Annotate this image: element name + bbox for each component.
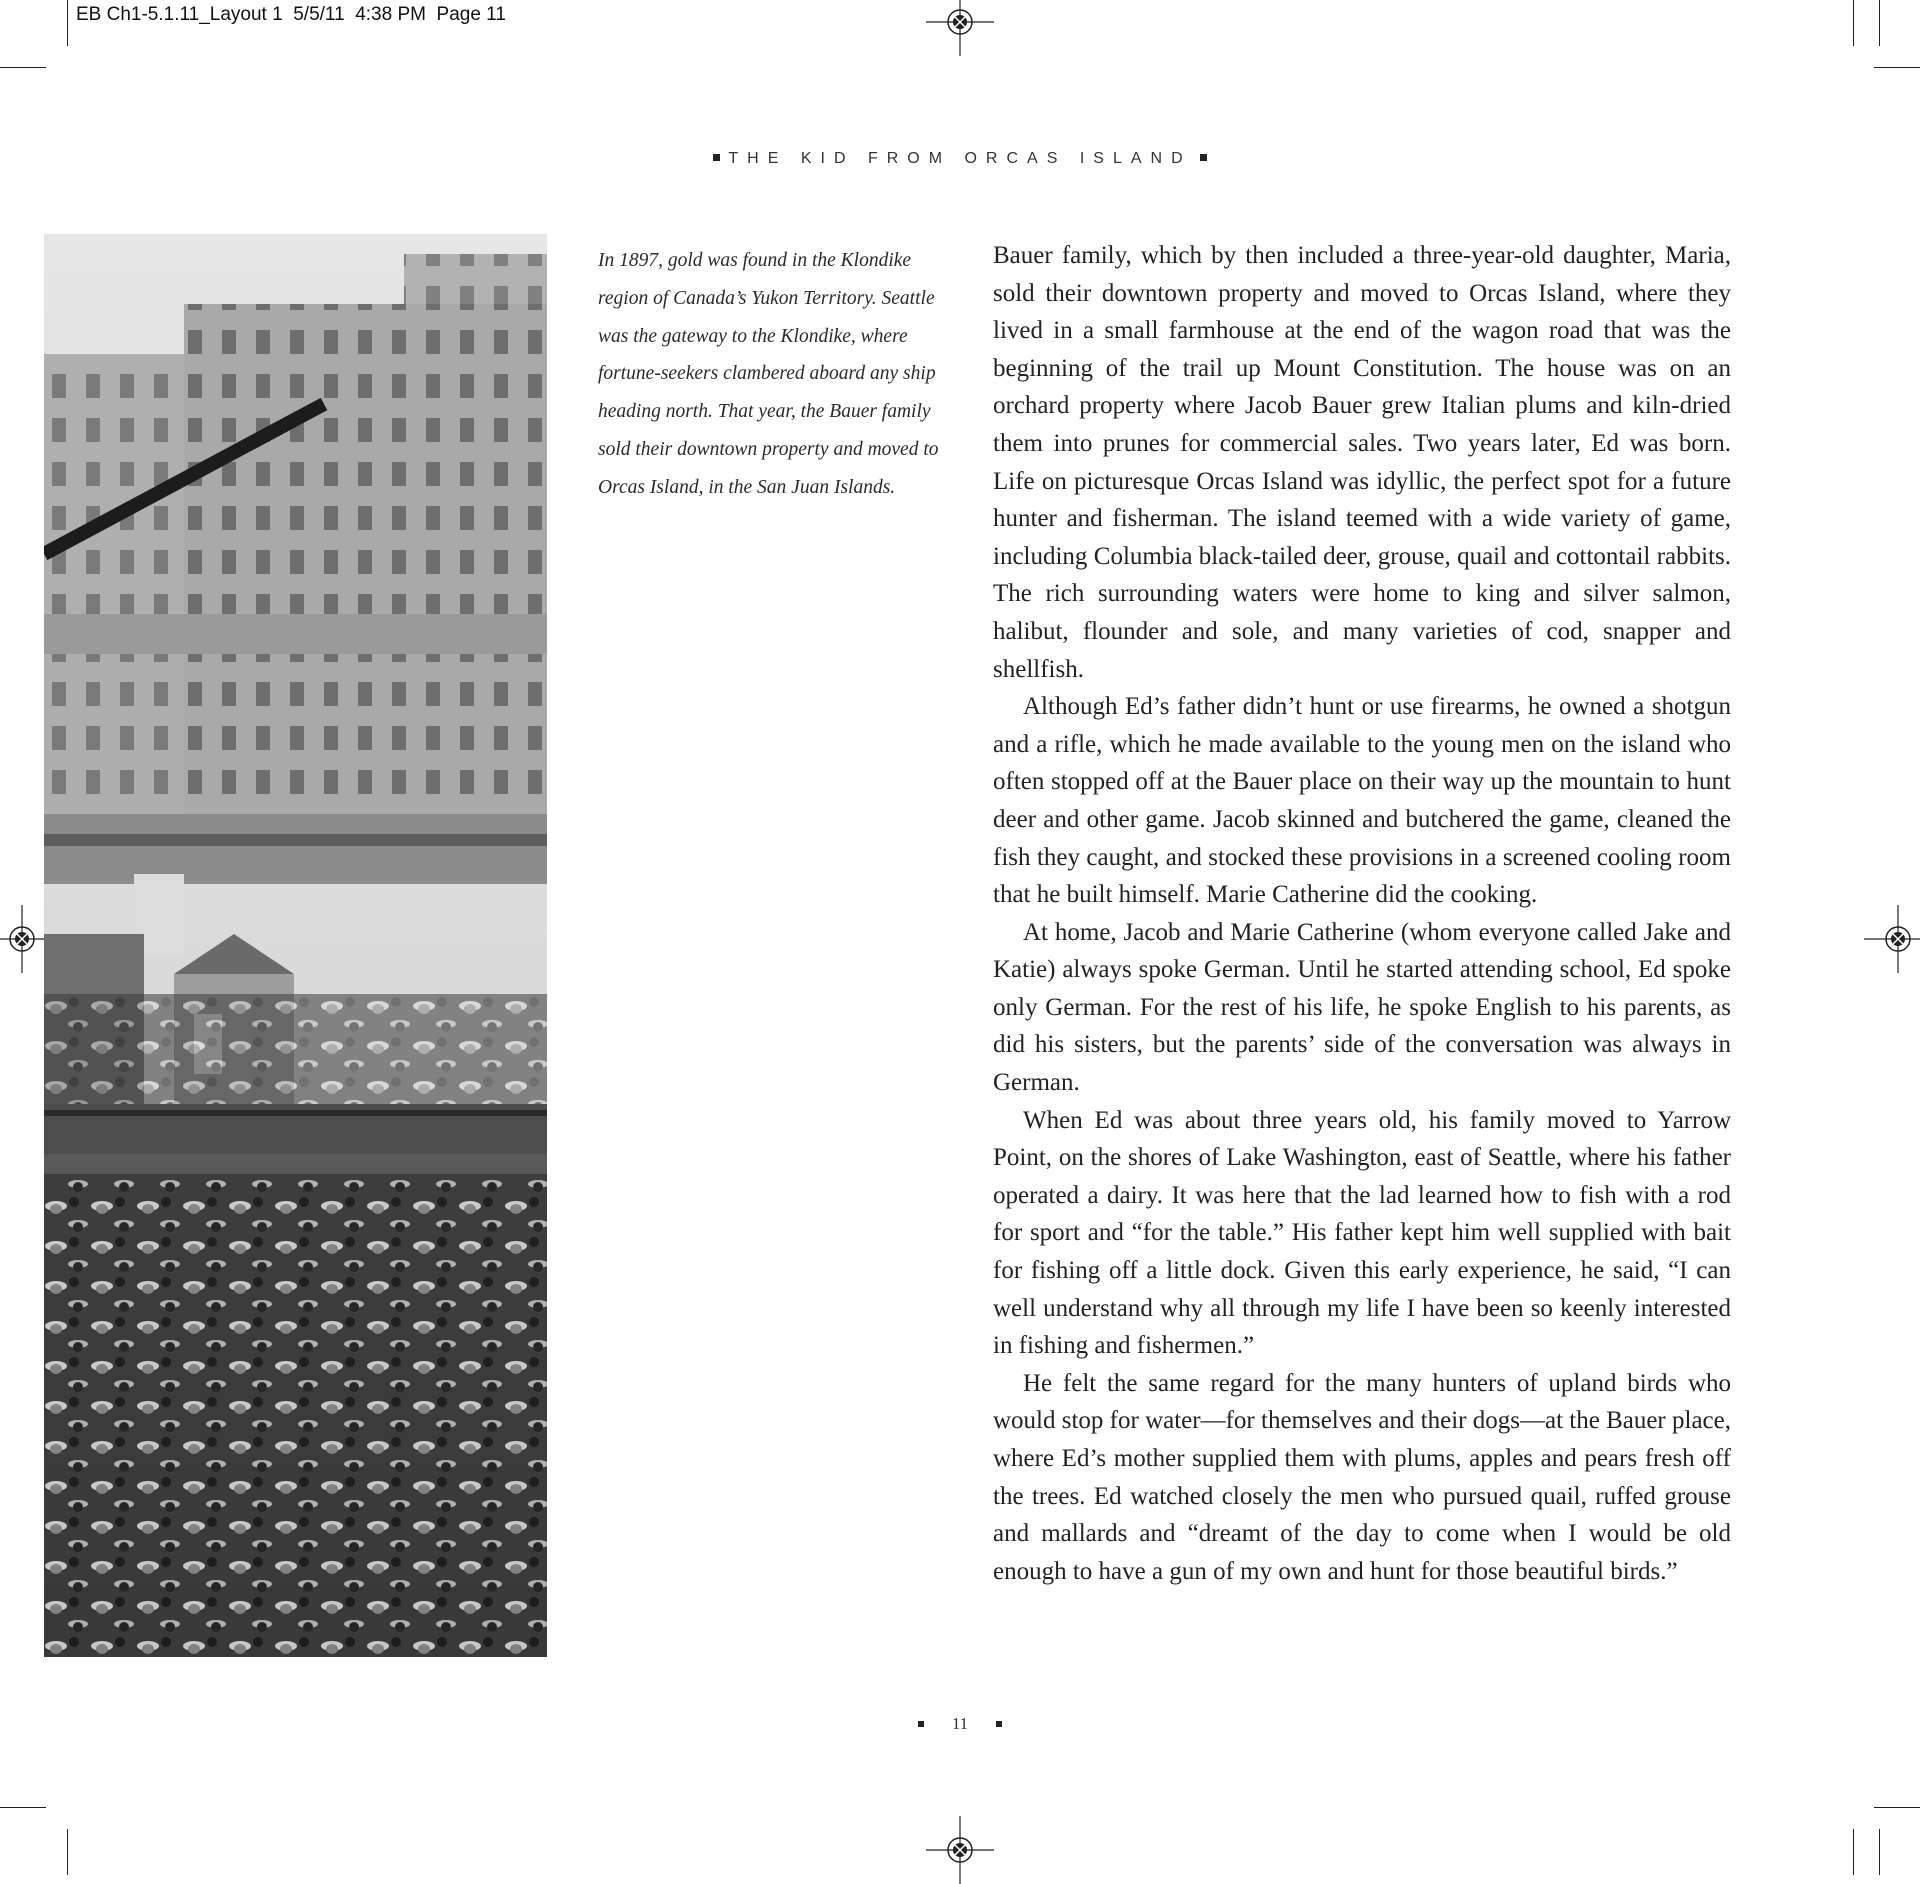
- crop-mark-bottom-right-vertical: [1853, 1829, 1854, 1875]
- historical-photo-crowd: [44, 234, 547, 1657]
- body-paragraph: At home, Jacob and Marie Catherine (whom everyone called Jake and Katie) always spoke German. Until he started attending school, Ed spoke only German. For the rest of his life, he spoke English to his parents, as did his sisters, but the parents’ side of the conversation was always in German.: [993, 918, 1731, 1097]
- running-head: [0, 150, 1920, 168]
- body-paragraph: When Ed was about three years old, his family moved to Yarrow Point, on the shores of Lake Washington, east of Seattle, where his father operated a dairy. It was here that the lad learned how to fish with a rod for sport and “for the table.” His father kept him well supplied with bait for fishing off a little dock. Given this early experience, he said, “I can well understand why all through my life I have been so keenly interested in fishing and fishermen.”: [993, 1106, 1731, 1360]
- photo-caption-text: In 1897, gold was found in the Klondike region of Canada’s Yukon Territory. Seattle was the gateway to the Klondike, where fortune-seekers clambered aboard any ship heading north. That year, the Bauer family sold their downtown property and moved to Orcas Island, in the San Juan Islands.: [598, 250, 939, 498]
- registration-mark-top-icon: [926, 0, 994, 56]
- body-paragraph: Although Ed’s father didn’t hunt or use firearms, he owned a shotgun and a rifle, which he made available to the young men on the island who often stopped off at the Bauer place on their way up the mountain to hunt deer and other game. Jacob skinned and butchered the game, cleaned the fish they caught, and stocked these provisions in a screened cooling room that he built himself. Marie Catherine did the cooking.: [993, 693, 1731, 909]
- printer-slug-line: EB Ch1-5.1.11_Layout 1 5/5/11 4:38 PM Page 11: [76, 4, 506, 25]
- running-head-title: THE KID FROM ORCAS ISLAND: [728, 150, 1192, 167]
- bullet-square-icon: [713, 154, 720, 161]
- body-text-column: [993, 237, 1731, 1590]
- bullet-square-icon: [996, 1721, 1002, 1727]
- crop-mark-top-right-horizontal: [1874, 67, 1920, 68]
- crop-mark-top-right-vertical-inner: [1879, 0, 1880, 46]
- crop-mark-top-left-vertical: [67, 0, 68, 46]
- crop-mark-top-left-horizontal: [0, 67, 46, 68]
- crop-mark-bottom-right-horizontal: [1874, 1807, 1920, 1808]
- page-number: [0, 1714, 1920, 1734]
- crop-mark-bottom-left-vertical: [67, 1829, 68, 1875]
- crop-mark-bottom-right-vertical-inner: [1879, 1829, 1880, 1875]
- body-paragraph: He felt the same regard for the many hunters of upland birds who would stop for water—for themselves and their dogs—at the Bauer place, where Ed’s mother supplied them with plums, apples and pears fresh off the trees. Ed watched closely the men who pursued quail, ruffed grouse and mallards and “dreamt of the day to come when I would be old enough to have a gun of my own and hunt for those beautiful birds.”: [993, 1369, 1731, 1585]
- page-number-value: 11: [951, 1714, 969, 1733]
- registration-mark-bottom-icon: [926, 1816, 994, 1884]
- photo-caption: [598, 242, 948, 507]
- bullet-square-icon: [1200, 154, 1207, 161]
- crop-mark-bottom-left-horizontal: [0, 1807, 46, 1808]
- crop-mark-top-right-vertical: [1853, 0, 1854, 46]
- registration-mark-right-icon: [1864, 905, 1920, 973]
- body-paragraph: Bauer family, which by then included a three-year-old daughter, Maria, sold their downtown property and moved to Orcas Island, where they lived in a small farmhouse at the end of the wagon road that was the beginning of the trail up Mount Constitution. The house was on an orchard property where Jacob Bauer grew Italian plums and kiln-dried them into prunes for commercial sales. Two years later, Ed was born. Life on picturesque Orcas Island was idyllic, the perfect spot for a future hunter and fisherman. The island teemed with a wide variety of game, including Columbia black-tailed deer, grouse, quail and cottontail rabbits. The rich surrounding waters were home to king and silver salmon, halibut, flounder and sole, and many varieties of cod, snapper and shellfish.: [993, 242, 1731, 683]
- bullet-square-icon: [918, 1721, 924, 1727]
